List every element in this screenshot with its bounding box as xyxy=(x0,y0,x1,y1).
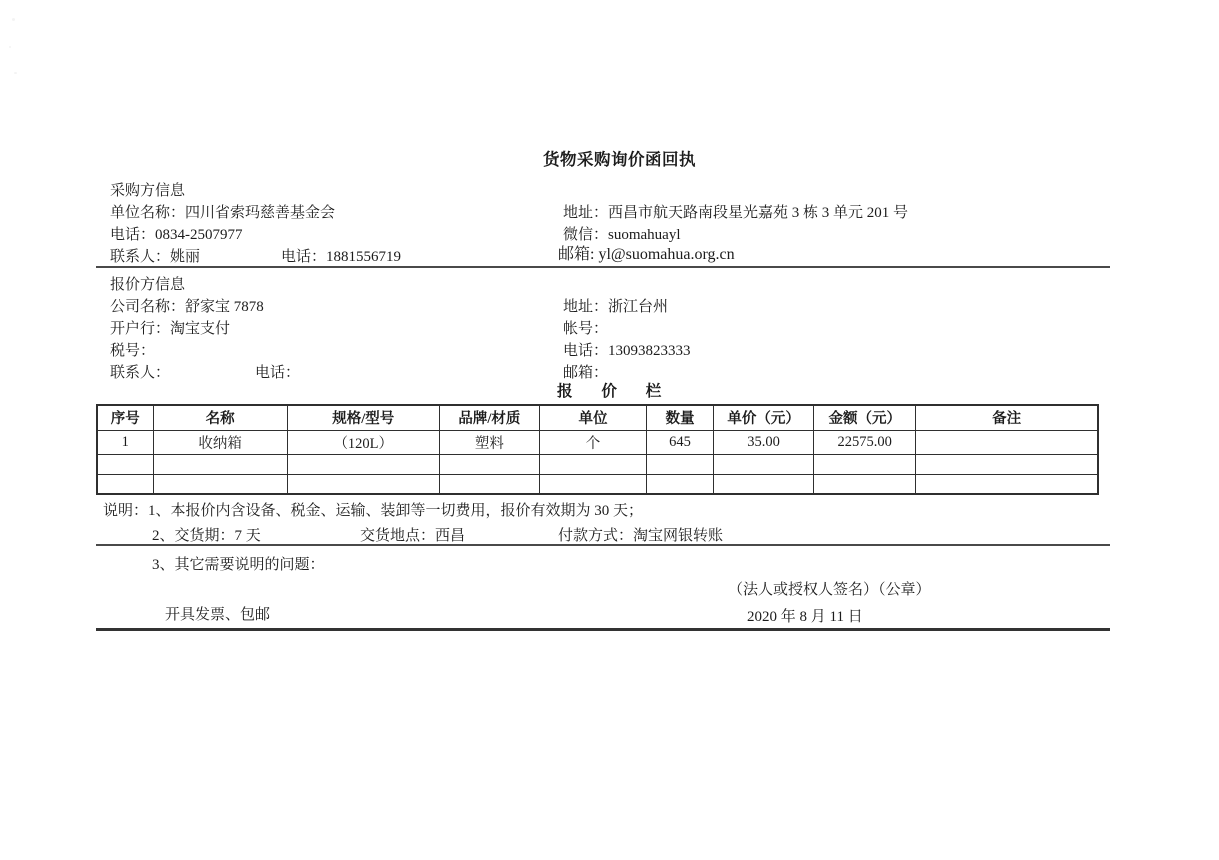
cell-amount xyxy=(814,454,916,474)
purchaser-address-value: 西昌市航天路南段星光嘉苑 3 栋 3 单元 201 号 xyxy=(608,205,909,221)
cell-spec xyxy=(287,474,439,494)
purchaser-contact xyxy=(110,247,200,267)
notes-divider-rule xyxy=(96,544,1110,546)
quoter-contact-label: 联系人： xyxy=(110,365,171,381)
col-header-index: 序号 xyxy=(97,405,153,430)
note-delivery-place: 交货地点：西昌 xyxy=(360,528,466,544)
section-divider-rule xyxy=(96,266,1110,268)
cell-qty xyxy=(647,474,714,494)
quoter-bank-value: 淘宝支付 xyxy=(170,321,231,337)
signature-hint: （法人或授权人签名）（公章） xyxy=(728,582,931,598)
table-row-empty xyxy=(97,454,1098,474)
purchaser-contact-phone xyxy=(281,247,401,267)
cell-brand xyxy=(439,454,539,474)
quoter-section-label: 报价方信息 xyxy=(110,277,186,293)
quoter-tax xyxy=(110,341,155,361)
col-header-unit-price: 单价（元） xyxy=(714,405,814,430)
purchaser-email xyxy=(558,245,735,265)
cell-unit: 个 xyxy=(539,430,646,454)
cell-index xyxy=(97,474,153,494)
quote-table-title: 报 价 栏 xyxy=(557,383,662,400)
cell-unit-price xyxy=(714,454,814,474)
quoter-address-label: 地址： xyxy=(563,299,609,315)
cell-unit xyxy=(539,474,646,494)
cell-unit-price xyxy=(714,474,814,494)
purchaser-address-label: 地址： xyxy=(563,205,609,221)
purchaser-unit-name xyxy=(110,203,335,223)
bottom-rule xyxy=(96,628,1110,631)
cell-index: 1 xyxy=(97,430,153,454)
purchaser-email-label: 邮箱: xyxy=(558,246,595,263)
cell-qty: 645 xyxy=(647,430,714,454)
purchaser-unit-name-label: 单位名称： xyxy=(110,205,186,221)
cell-unit xyxy=(539,454,646,474)
cell-name xyxy=(153,454,287,474)
col-header-remark: 备注 xyxy=(916,405,1098,430)
cell-name: 收纳箱 xyxy=(153,430,287,454)
purchaser-contact-phone-label: 电话： xyxy=(281,249,327,265)
col-header-amount: 金额（元） xyxy=(814,405,916,430)
cell-spec xyxy=(287,454,439,474)
purchaser-email-value: yl@suomahua.org.cn xyxy=(598,246,735,263)
quoter-contact-phone-label: 电话： xyxy=(255,365,301,381)
purchaser-contact-label: 联系人： xyxy=(110,249,171,265)
quoter-account-label: 帐号： xyxy=(563,321,609,337)
scan-speck xyxy=(12,18,15,21)
purchaser-phone-value: 0834-2507977 xyxy=(155,227,243,243)
cell-amount xyxy=(814,474,916,494)
document-date: 2020 年 8 月 11 日 xyxy=(747,609,863,625)
purchaser-phone xyxy=(110,225,243,245)
quoter-account xyxy=(563,319,608,339)
document-title: 货物采购询价函回执 xyxy=(543,150,696,169)
col-header-qty: 数量 xyxy=(647,405,714,430)
quoter-email xyxy=(563,363,608,383)
quoter-contact-phone xyxy=(255,363,300,383)
quoter-email-label: 邮箱： xyxy=(563,365,609,381)
cell-remark xyxy=(916,430,1098,454)
quoter-company xyxy=(110,297,264,317)
quote-table-header-row xyxy=(97,405,1098,430)
quoter-address-value: 浙江台州 xyxy=(608,299,669,315)
col-header-name: 名称 xyxy=(153,405,287,430)
quote-table xyxy=(96,404,1099,495)
note-payment-method: 付款方式：淘宝网银转账 xyxy=(558,528,724,544)
cell-amount: 22575.00 xyxy=(814,430,916,454)
cell-unit-price: 35.00 xyxy=(714,430,814,454)
quoter-phone-label: 电话： xyxy=(563,343,609,359)
cell-brand xyxy=(439,474,539,494)
note-delivery-period: 2、交货期：7 天 xyxy=(152,528,261,544)
cell-name xyxy=(153,474,287,494)
quoter-contact xyxy=(110,363,170,383)
table-row-empty xyxy=(97,474,1098,494)
purchaser-phone-label: 电话： xyxy=(110,227,156,243)
quoter-bank-label: 开户行： xyxy=(110,321,171,337)
purchaser-wechat-label: 微信： xyxy=(563,227,609,243)
quoter-company-label: 公司名称： xyxy=(110,299,186,315)
quoter-phone xyxy=(563,341,691,361)
invoice-note: 开具发票、包邮 xyxy=(165,607,271,623)
col-header-unit: 单位 xyxy=(539,405,646,430)
quoter-bank xyxy=(110,319,230,339)
cell-remark xyxy=(916,454,1098,474)
cell-index xyxy=(97,454,153,474)
purchaser-wechat-value: suomahuayl xyxy=(608,227,681,243)
table-row xyxy=(97,430,1098,454)
quoter-tax-label: 税号： xyxy=(110,343,156,359)
purchaser-section-label: 采购方信息 xyxy=(110,183,186,199)
col-header-brand: 品牌/材质 xyxy=(439,405,539,430)
cell-remark xyxy=(916,474,1098,494)
note-line-1: 说明：1、本报价内含设备、税金、运输、装卸等一切费用，报价有效期为 30 天； xyxy=(103,503,644,519)
note-line-3: 3、其它需要说明的问题： xyxy=(152,557,325,573)
purchaser-unit-name-value: 四川省索玛慈善基金会 xyxy=(185,205,336,221)
cell-qty xyxy=(647,454,714,474)
quoter-address xyxy=(563,297,668,317)
purchaser-contact-value: 姚丽 xyxy=(170,249,201,265)
scan-speck xyxy=(9,46,11,48)
purchaser-address xyxy=(563,203,908,223)
quoter-company-value: 舒家宝 7878 xyxy=(185,299,264,315)
cell-brand: 塑料 xyxy=(439,430,539,454)
scan-speck xyxy=(14,72,17,74)
col-header-spec: 规格/型号 xyxy=(287,405,439,430)
purchaser-wechat xyxy=(563,225,681,245)
cell-spec: （120L） xyxy=(287,430,439,454)
quoter-phone-value: 13093823333 xyxy=(608,343,691,359)
purchaser-contact-phone-value: 1881556719 xyxy=(326,249,402,265)
